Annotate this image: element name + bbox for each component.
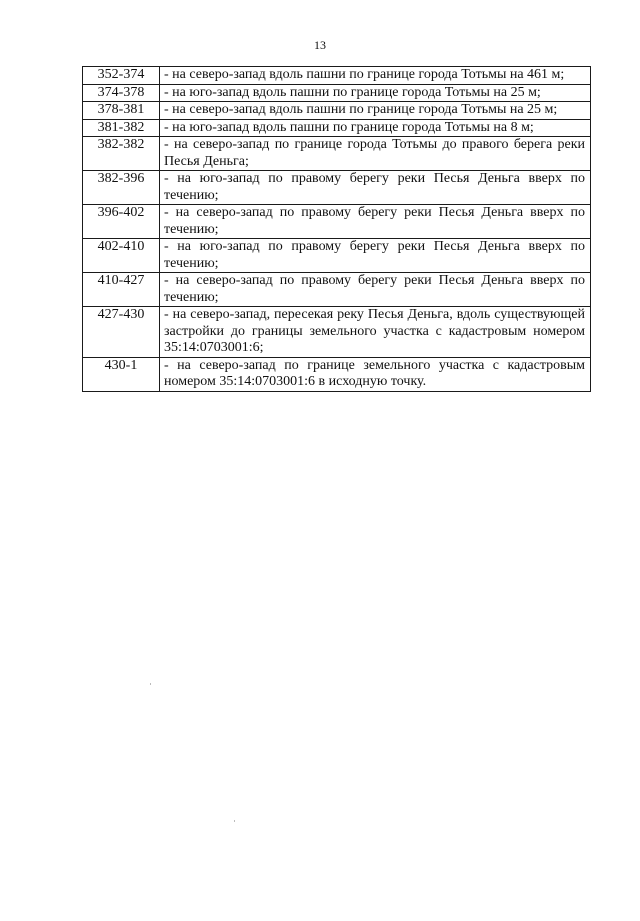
segment-points: 427-430	[83, 307, 160, 358]
table-row	[83, 273, 591, 307]
table-row	[83, 102, 591, 120]
segment-points: 410-427	[83, 273, 160, 307]
segment-description: - на северо-запад, пересекая реку Песья Деньга, вдоль существующей застройки до границы земельного участка с кадастровым номером 35:14:0703001:6;	[160, 307, 591, 358]
table-row	[83, 84, 591, 102]
boundary-segments-table	[82, 66, 591, 392]
segment-description: - на северо-запад по границе земельного участка с кадастровым номером 35:14:0703001:6 в исходную точку.	[160, 357, 591, 391]
segment-points: 352-374	[83, 67, 160, 85]
segment-points: 430-1	[83, 357, 160, 391]
segment-description: - на северо-запад вдоль пашни по границе города Тотьмы на 25 м;	[160, 102, 591, 120]
segment-points: 402-410	[83, 239, 160, 273]
table-row	[83, 171, 591, 205]
table-row	[83, 119, 591, 137]
segment-description: - на северо-запад по правому берегу реки Песья Деньга вверх по течению;	[160, 205, 591, 239]
segment-points: 374-378	[83, 84, 160, 102]
table-row	[83, 307, 591, 358]
segment-description: - на юго-запад вдоль пашни по границе города Тотьмы на 25 м;	[160, 84, 591, 102]
table-row	[83, 205, 591, 239]
table-row	[83, 137, 591, 171]
scan-speck	[150, 683, 151, 685]
segment-description: - на юго-запад по правому берегу реки Песья Деньга вверх по течению;	[160, 171, 591, 205]
segment-description: - на северо-запад по правому берегу реки Песья Деньга вверх по течению;	[160, 273, 591, 307]
page-number: 13	[314, 38, 326, 52]
table-row	[83, 67, 591, 85]
segment-points: 378-381	[83, 102, 160, 120]
segment-description: - на северо-запад по границе города Тотьмы до правого берега реки Песья Деньга;	[160, 137, 591, 171]
table-row	[83, 357, 591, 391]
segment-points: 396-402	[83, 205, 160, 239]
segment-points: 382-396	[83, 171, 160, 205]
segment-description: - на северо-запад вдоль пашни по границе города Тотьмы на 461 м;	[160, 67, 591, 85]
table-row	[83, 239, 591, 273]
segment-description: - на юго-запад вдоль пашни по границе города Тотьмы на 8 м;	[160, 119, 591, 137]
scan-speck	[234, 820, 235, 822]
segment-description: - на юго-запад по правому берегу реки Песья Деньга вверх по течению;	[160, 239, 591, 273]
segment-points: 381-382	[83, 119, 160, 137]
segment-points: 382-382	[83, 137, 160, 171]
